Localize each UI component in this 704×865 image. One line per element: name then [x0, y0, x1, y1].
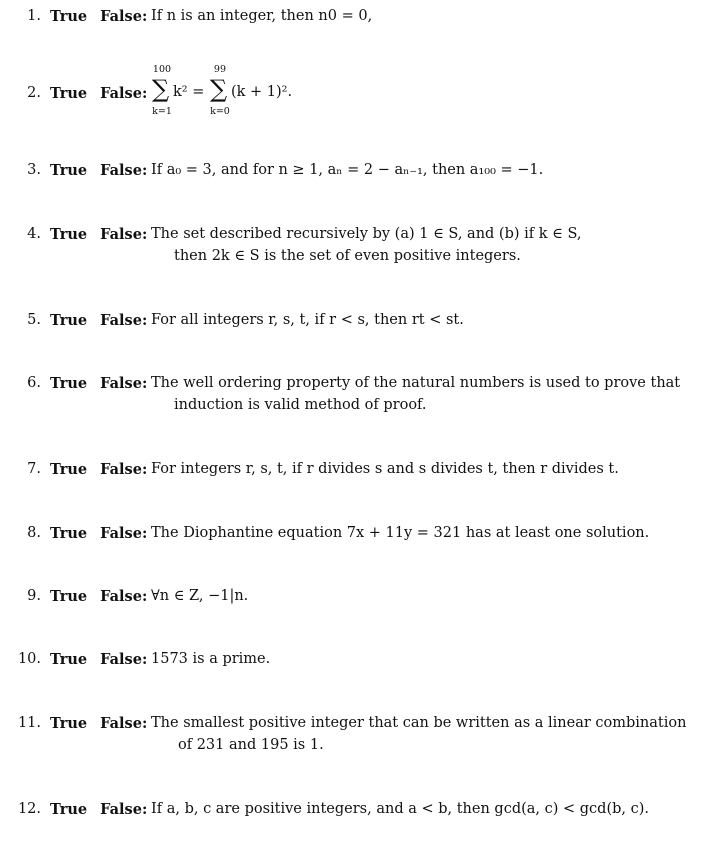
question-text: If a, b, c are positive integers, and a < b, then gcd(a, c) < gcd(b, c).	[151, 801, 649, 817]
true-option[interactable]: True	[50, 85, 88, 102]
sum-lower-limit: k=1	[152, 106, 172, 117]
true-false-choices	[50, 375, 147, 392]
true-option[interactable]: True	[50, 651, 88, 668]
question-number: 6.	[27, 375, 41, 391]
true-false-choices	[50, 651, 147, 668]
true-false-choices	[50, 461, 147, 478]
false-option[interactable]: False:	[100, 162, 148, 179]
false-option[interactable]: False:	[100, 85, 148, 102]
question-text: The smallest positive integer that can be written as a linear combination	[151, 715, 687, 731]
question-number: 11.	[17, 715, 41, 731]
true-option[interactable]: True	[50, 525, 88, 542]
false-option[interactable]: False:	[100, 461, 148, 478]
true-option[interactable]: True	[50, 162, 88, 179]
question-text: The well ordering property of the natural numbers is used to prove that	[151, 375, 681, 391]
true-false-choices	[50, 588, 147, 605]
false-option[interactable]: False:	[100, 375, 148, 392]
question-text: 1573 is a prime.	[151, 651, 271, 667]
question-number: 3.	[27, 162, 41, 178]
false-option[interactable]: False:	[100, 312, 148, 329]
true-false-choices	[50, 715, 147, 732]
true-false-choices	[50, 801, 147, 818]
sum-lower-limit: k=0	[210, 106, 230, 117]
sum-upper-limit: 99	[213, 64, 227, 75]
false-option[interactable]: False:	[100, 8, 148, 25]
false-option[interactable]: False:	[100, 588, 148, 605]
question-text: If a₀ = 3, and for n ≥ 1, aₙ = 2 − aₙ₋₁, then a₁₀₀ = −1.	[151, 162, 544, 178]
question-text: ∀n ∈ Z, −1|n.	[151, 588, 249, 604]
question-number: 10.	[17, 651, 41, 667]
question-text: For integers r, s, t, if r divides s and s divides t, then r divides t.	[151, 461, 619, 477]
summation-equation	[151, 64, 292, 124]
question-text: The Diophantine equation 7x + 11y = 321 has at least one solution.	[151, 525, 650, 541]
question-number: 12.	[17, 801, 41, 817]
true-false-choices	[50, 162, 147, 179]
true-option[interactable]: True	[50, 588, 88, 605]
sigma-icon: ∑	[152, 75, 170, 103]
question-number: 2.	[27, 85, 41, 101]
true-option[interactable]: True	[50, 8, 88, 25]
false-option[interactable]: False:	[100, 801, 148, 818]
question-text-continued: then 2k ∈ S is the set of even positive integers.	[174, 248, 521, 264]
true-false-choices	[50, 525, 147, 542]
question-number: 9.	[27, 588, 41, 604]
summation-right	[209, 64, 231, 124]
false-option[interactable]: False:	[100, 525, 148, 542]
summation-left	[151, 64, 173, 124]
false-option[interactable]: False:	[100, 226, 148, 243]
true-option[interactable]: True	[50, 715, 88, 732]
question-number: 7.	[27, 461, 41, 477]
question-text-continued: induction is valid method of proof.	[174, 397, 427, 413]
question-number: 4.	[27, 226, 41, 242]
true-false-choices	[50, 226, 147, 243]
true-false-choices	[50, 8, 147, 25]
true-option[interactable]: True	[50, 801, 88, 818]
question-text: The set described recursively by (a) 1 ∈ S, and (b) if k ∈ S,	[151, 226, 582, 242]
question-number: 5.	[27, 312, 41, 328]
question-number: 1.	[27, 8, 41, 24]
false-option[interactable]: False:	[100, 715, 148, 732]
true-option[interactable]: True	[50, 461, 88, 478]
question-text: For all integers r, s, t, if r < s, then rt < st.	[151, 312, 464, 328]
true-false-choices	[50, 312, 147, 329]
sigma-icon: ∑	[209, 75, 228, 103]
true-option[interactable]: True	[50, 312, 88, 329]
question-number: 8.	[27, 525, 41, 541]
question-text: If n is an integer, then n0 = 0,	[151, 8, 373, 24]
sum-upper-limit: 100	[152, 64, 172, 75]
sum-term: (k + 1)².	[230, 84, 293, 100]
true-option[interactable]: True	[50, 375, 88, 392]
sum-term: k² =	[173, 84, 205, 100]
question-text-continued: of 231 and 195 is 1.	[178, 737, 324, 753]
true-option[interactable]: True	[50, 226, 88, 243]
true-false-choices	[50, 85, 147, 102]
false-option[interactable]: False:	[100, 651, 148, 668]
